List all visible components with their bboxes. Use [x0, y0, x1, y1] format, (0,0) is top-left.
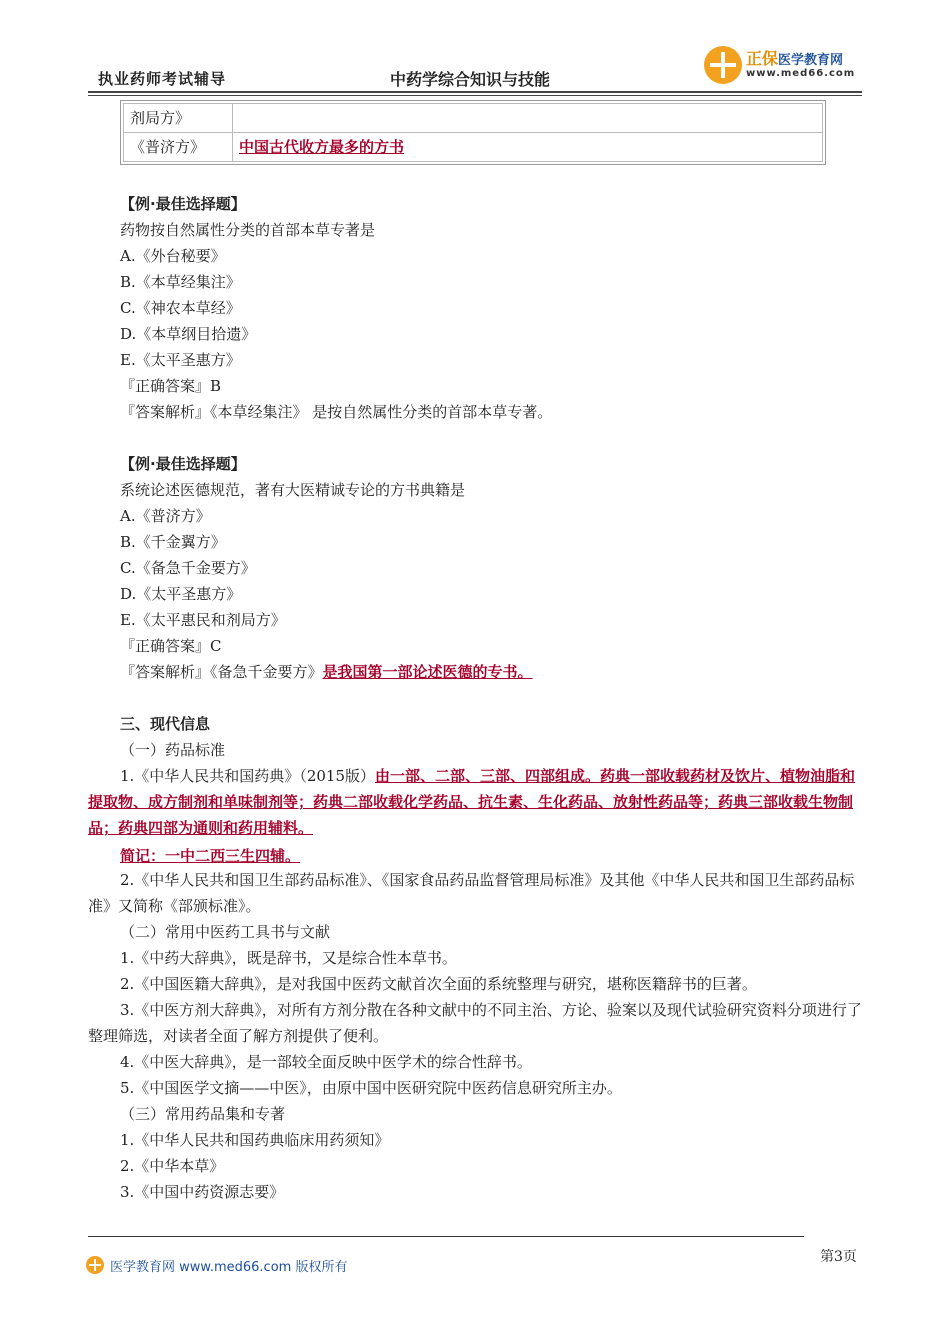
logo-brand: 正保 — [746, 49, 779, 68]
paragraph-ministry-standard: 2.《中华人民共和国卫生部药品标准》、《国家食品药品监督管理局标准》及其他《中华人民共和国卫生部药品标准》又简称《部颁标准》。 — [88, 871, 855, 915]
correct-answer: 『正确答案』C — [120, 637, 222, 655]
section-title: 三、现代信息 — [120, 715, 211, 733]
list-item: 5.《中国医学文摘——中医》，由原中国中医研究院中医药信息研究所主办。 — [120, 1079, 622, 1097]
option-c: C.《备急千金要方》 — [120, 559, 256, 577]
question-tag: 【例·最佳选择题】 — [120, 455, 246, 473]
list-item: 4.《中医大辞典》，是一部较全面反映中医学术的综合性辞书。 — [120, 1053, 532, 1071]
logo-cross-icon — [704, 46, 742, 84]
footer-rule — [88, 1236, 804, 1237]
header-rule — [88, 91, 862, 93]
pharmacopoeia-highlight: 由一部、二部、三部、四部组成。药典一部收载药材及饮片、植物油脂和提取物、成方制剂和单味制剂等；药典二部收载化学药品、抗生素、生化药品、放射性药品等；药典三部收载生物制品；药典四部为通则和药用辅料。 — [88, 767, 856, 837]
logo-site: 医学教育网 — [778, 53, 844, 68]
header-rule-thin — [88, 95, 862, 96]
list-item: 2.《中华本草》 — [120, 1157, 225, 1175]
header-center-title: 中药学综合知识与技能 — [390, 70, 551, 89]
list-item: 3.《中国中药资源志要》 — [120, 1183, 285, 1201]
answer-analysis: 『答案解析』《本草经集注》 是按自然属性分类的首部本草专著。 — [120, 403, 553, 421]
option-b: B.《千金翼方》 — [120, 533, 226, 551]
option-a: A.《普济方》 — [120, 507, 211, 525]
book-table — [120, 100, 826, 165]
option-e: E.《太平圣惠方》 — [120, 351, 241, 369]
list-item: 1.《中华人民共和国药典临床用药须知》 — [120, 1131, 390, 1149]
analysis-highlight: 是我国第一部论述医德的专书。 — [322, 663, 533, 681]
header-left-title: 执业药师考试辅导 — [98, 70, 227, 88]
answer-analysis: 『答案解析』《备急千金要方》是我国第一部论述医德的专书。 — [120, 663, 533, 681]
option-e: E.《太平惠民和剂局方》 — [120, 611, 286, 629]
page-number: 第3页 — [820, 1249, 857, 1265]
table-cell-book: 剂局方》 — [124, 104, 233, 132]
list-item: 1.《中药大辞典》，既是辞书，又是综合性本草书。 — [120, 949, 457, 967]
table-row — [124, 133, 822, 161]
list-item: 3.《中医方剂大辞典》，对所有方剂分散在各种文献中的不同主治、方论、验案以及现代试验研究资料分项进行了整理筛选，对读者全面了解方剂提供了便利。 — [88, 1001, 862, 1045]
footer-copyright[interactable]: 医学教育网 www.med66.com 版权所有 — [110, 1260, 348, 1275]
list-item: 2.《中国医籍大辞典》，是对我国中医药文献首次全面的系统整理与研究，堪称医籍辞书的巨著。 — [120, 975, 757, 993]
question-stem: 药物按自然属性分类的首部本草专著是 — [120, 221, 376, 239]
logo-url: www.med66.com — [746, 68, 856, 79]
option-b: B.《本草经集注》 — [120, 273, 241, 291]
subsection-title: （一）药品标准 — [120, 741, 226, 759]
question-stem: 系统论述医德规范，著有大医精诚专论的方书典籍是 — [120, 481, 466, 499]
question-tag: 【例·最佳选择题】 — [120, 195, 246, 213]
page-header — [88, 40, 862, 90]
footer-logo-icon — [86, 1256, 104, 1274]
option-a: A.《外台秘要》 — [120, 247, 226, 265]
table-row — [124, 104, 822, 133]
table-cell-note: 中国古代收方最多的方书 — [239, 138, 405, 156]
subsection-title: （三）常用药品集和专著 — [120, 1105, 286, 1123]
option-d: D.《本草纲目拾遗》 — [120, 325, 257, 343]
memo-highlight: 简记：一中二西三生四辅。 — [120, 847, 301, 865]
table-cell-book: 《普济方》 — [124, 133, 233, 161]
brand-logo[interactable] — [700, 42, 860, 88]
paragraph-pharmacopoeia: 1.《中华人民共和国药典》（2015版）由一部、二部、三部、四部组成。药典一部收载药材及饮片、植物油脂和提取物、成方制剂和单味制剂等；药典二部收载化学药品、抗生素、生化药品、放射性药品等；药典三部收载生物制品；药典四部为通则和药用辅料。 — [88, 767, 856, 837]
correct-answer: 『正确答案』B — [120, 377, 222, 395]
subsection-title: （二）常用中医药工具书与文献 — [120, 923, 331, 941]
option-c: C.《神农本草经》 — [120, 299, 241, 317]
table-cell-note — [233, 104, 822, 132]
option-d: D.《太平圣惠方》 — [120, 585, 242, 603]
